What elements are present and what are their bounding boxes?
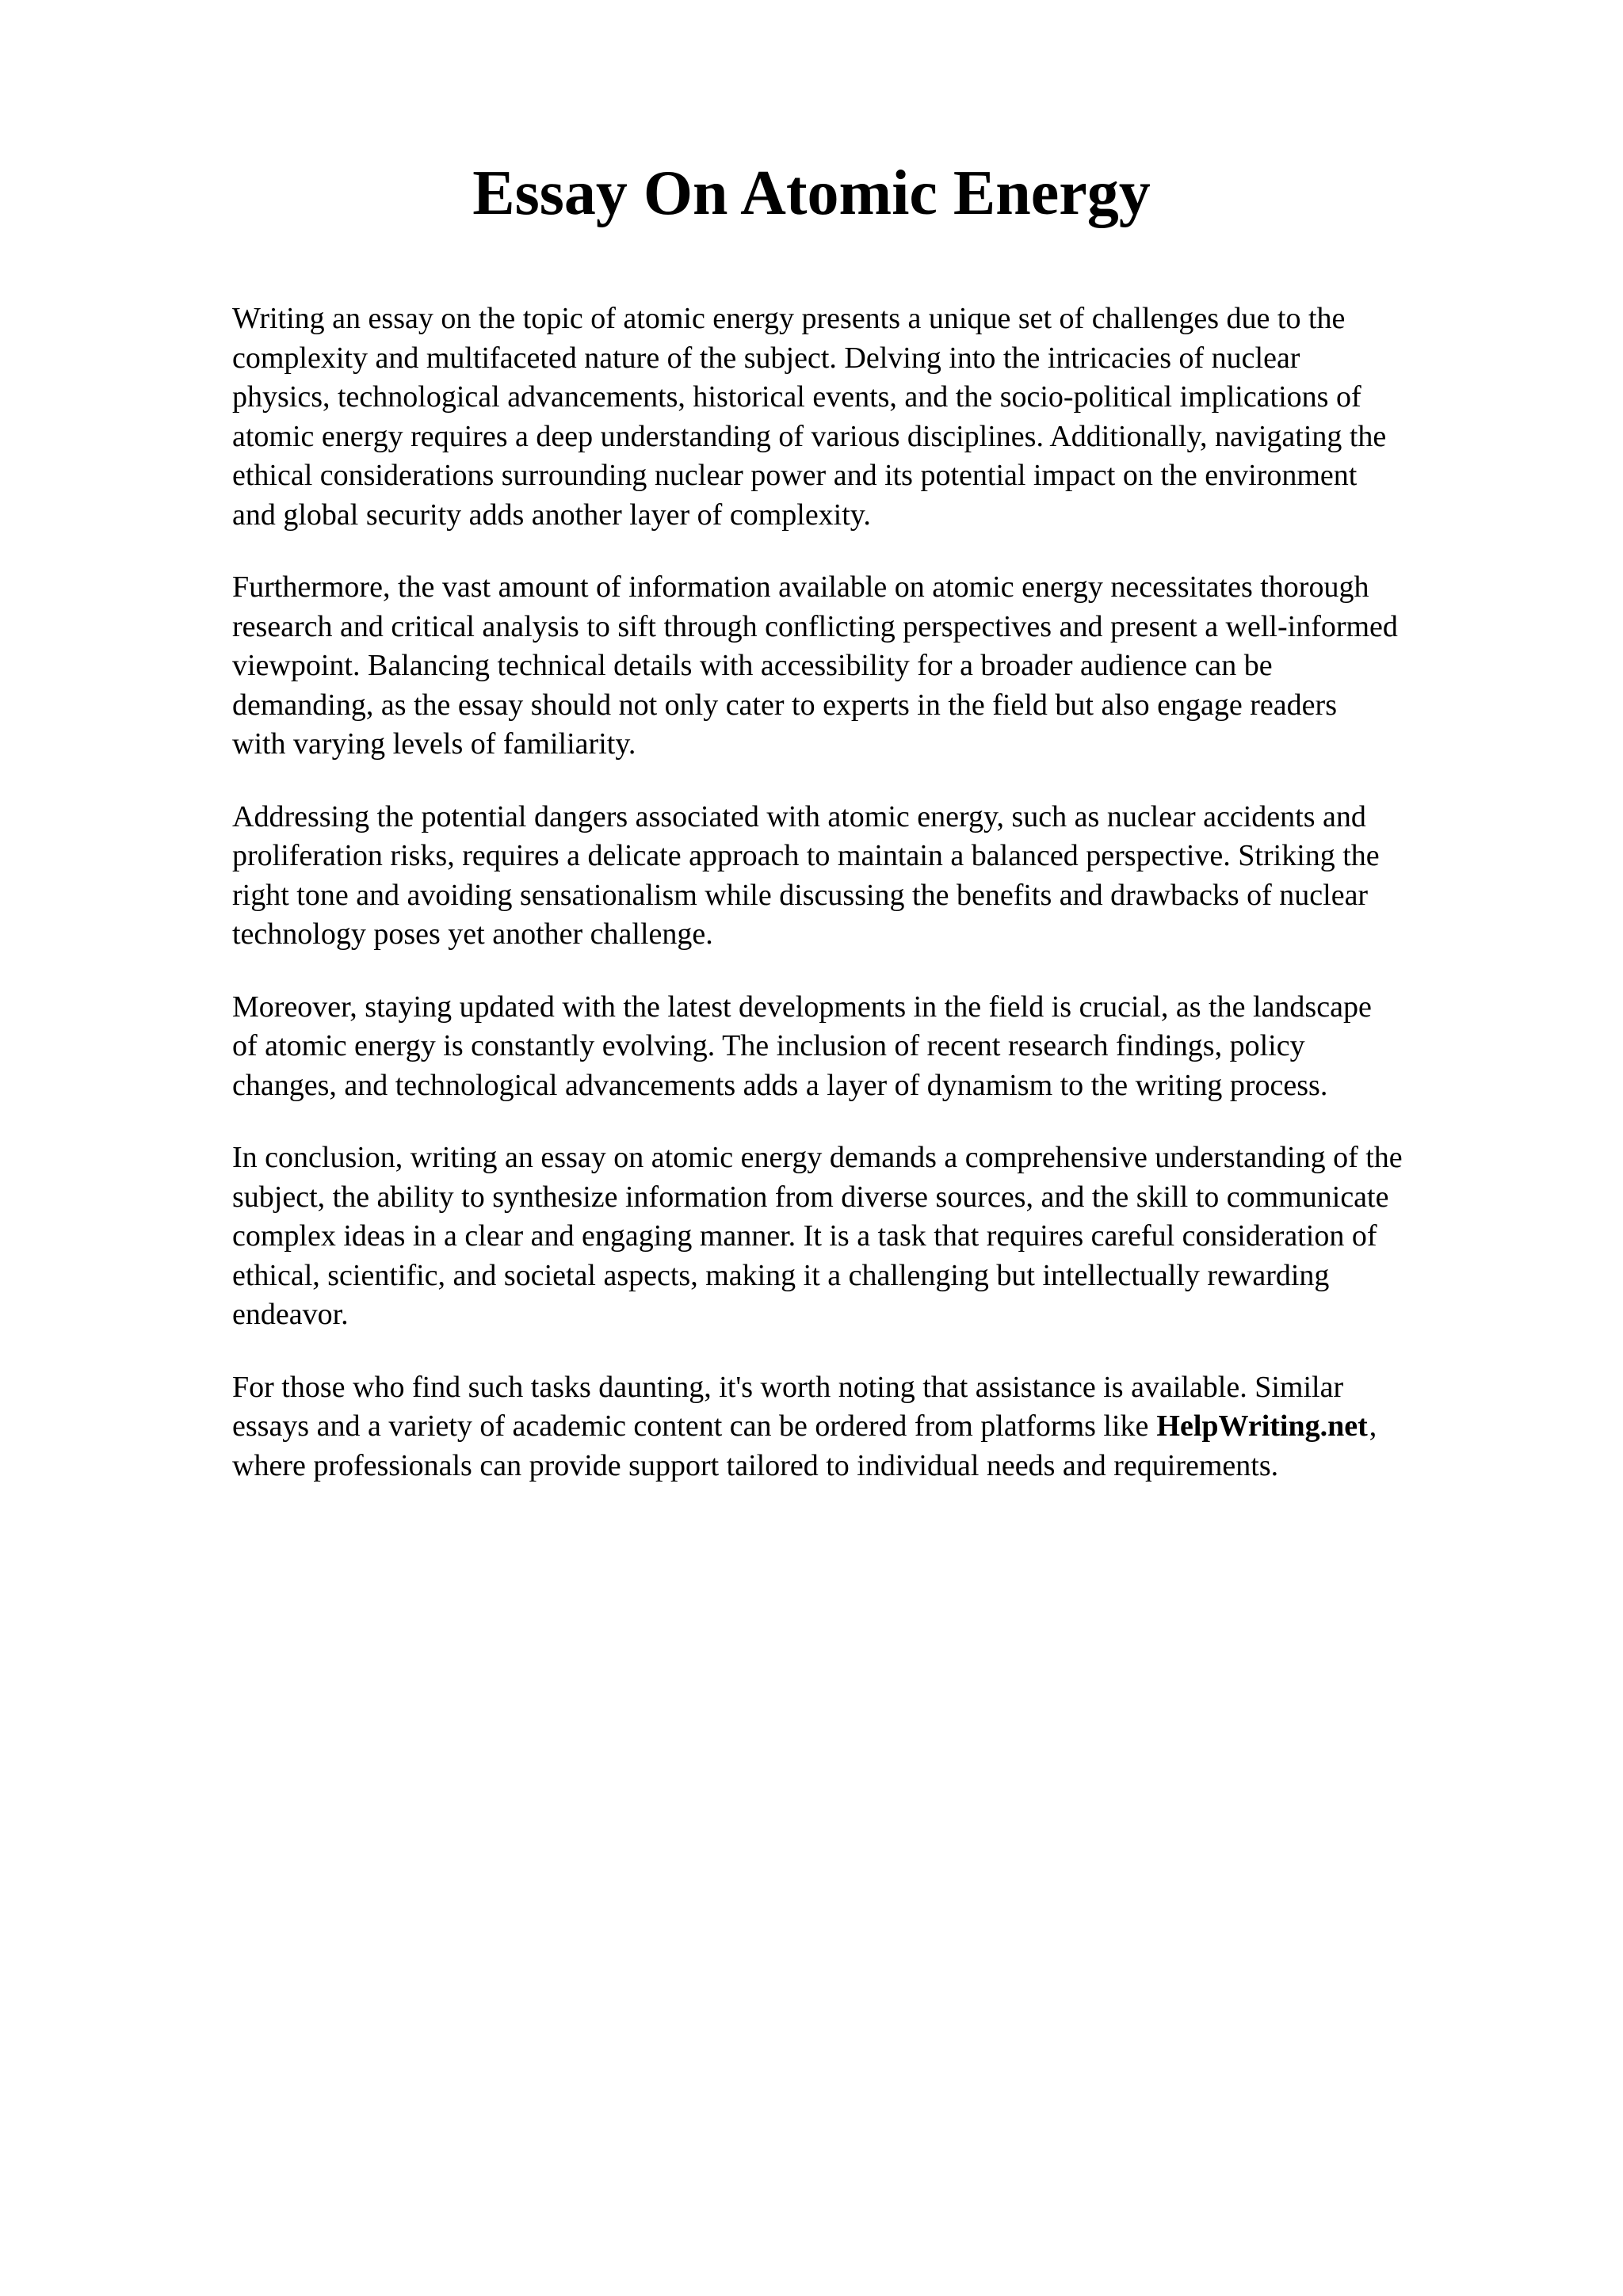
page-title: Essay On Atomic Energy: [472, 158, 1151, 228]
text-line: right tone and avoiding sensationalism while discussing the benefits and drawbacks of nuclear: [232, 878, 1369, 912]
paragraph-3: [232, 798, 1532, 955]
text-line: endeavor.: [232, 1298, 349, 1331]
text-line: of atomic energy is constantly evolving. The inclusion of recent research findings, policy: [232, 1029, 1305, 1062]
text-line: proliferation risks, requires a delicate approach to maintain a balanced perspective. Striking the: [232, 839, 1380, 872]
text-line: research and critical analysis to sift through conflicting perspectives and present a well-informed: [232, 609, 1398, 643]
paragraph-6: [232, 1368, 1532, 1486]
paragraph-2: [232, 568, 1532, 765]
essay-body: [232, 299, 1532, 1519]
text-line: subject, the ability to synthesize information from diverse sources, and the skill to communicate: [232, 1180, 1389, 1214]
text-line: where professionals can provide support tailored to individual needs and requirements.: [232, 1448, 1279, 1482]
text-line: complexity and multifaceted nature of the subject. Delving into the intricacies of nuclear: [232, 341, 1300, 375]
text-line: [232, 1407, 1532, 1447]
text-line: In conclusion, writing an essay on atomic energy demands a comprehensive understanding of the: [232, 1141, 1403, 1174]
text-line: Moreover, staying updated with the latest developments in the field is crucial, as the landscape: [232, 990, 1372, 1024]
text-line: with varying levels of familiarity.: [232, 727, 636, 761]
paragraph-1: [232, 299, 1532, 535]
text-line: viewpoint. Balancing technical details with accessibility for a broader audience can be: [232, 649, 1273, 682]
text-line: ethical considerations surrounding nuclear power and its potential impact on the environment: [232, 459, 1358, 492]
text-line: and global security adds another layer of complexity.: [232, 498, 871, 532]
text-line: complex ideas in a clear and engaging manner. It is a task that requires careful consideration of: [232, 1219, 1377, 1253]
text-line: changes, and technological advancements adds a layer of dynamism to the writing process.: [232, 1068, 1328, 1102]
text-line: ethical, scientific, and societal aspects, making it a challenging but intellectually rewarding: [232, 1258, 1330, 1292]
paragraph-4: [232, 988, 1532, 1106]
text-line: Writing an essay on the topic of atomic energy presents a unique set of challenges due to the: [232, 302, 1346, 335]
helpwriting-link[interactable]: HelpWriting.net: [1156, 1409, 1368, 1443]
text-line: Furthermore, the vast amount of information available on atomic energy necessitates thorough: [232, 570, 1369, 604]
text-line: physics, technological advancements, historical events, and the socio-political implications of: [232, 380, 1361, 414]
text-line: For those who find such tasks daunting, it's worth noting that assistance is available. Similar: [232, 1370, 1344, 1404]
paragraph-5: [232, 1138, 1532, 1335]
text-line: technology poses yet another challenge.: [232, 917, 713, 951]
text-segment: ,: [1369, 1409, 1377, 1443]
text-line: demanding, as the essay should not only cater to experts in the field but also engage readers: [232, 688, 1337, 722]
text-line: Addressing the potential dangers associated with atomic energy, such as nuclear accidents and: [232, 799, 1366, 833]
text-line: atomic energy requires a deep understanding of various disciplines. Additionally, navigating the: [232, 419, 1387, 453]
text-segment: essays and a variety of academic content can be ordered from platforms like: [232, 1409, 1149, 1443]
